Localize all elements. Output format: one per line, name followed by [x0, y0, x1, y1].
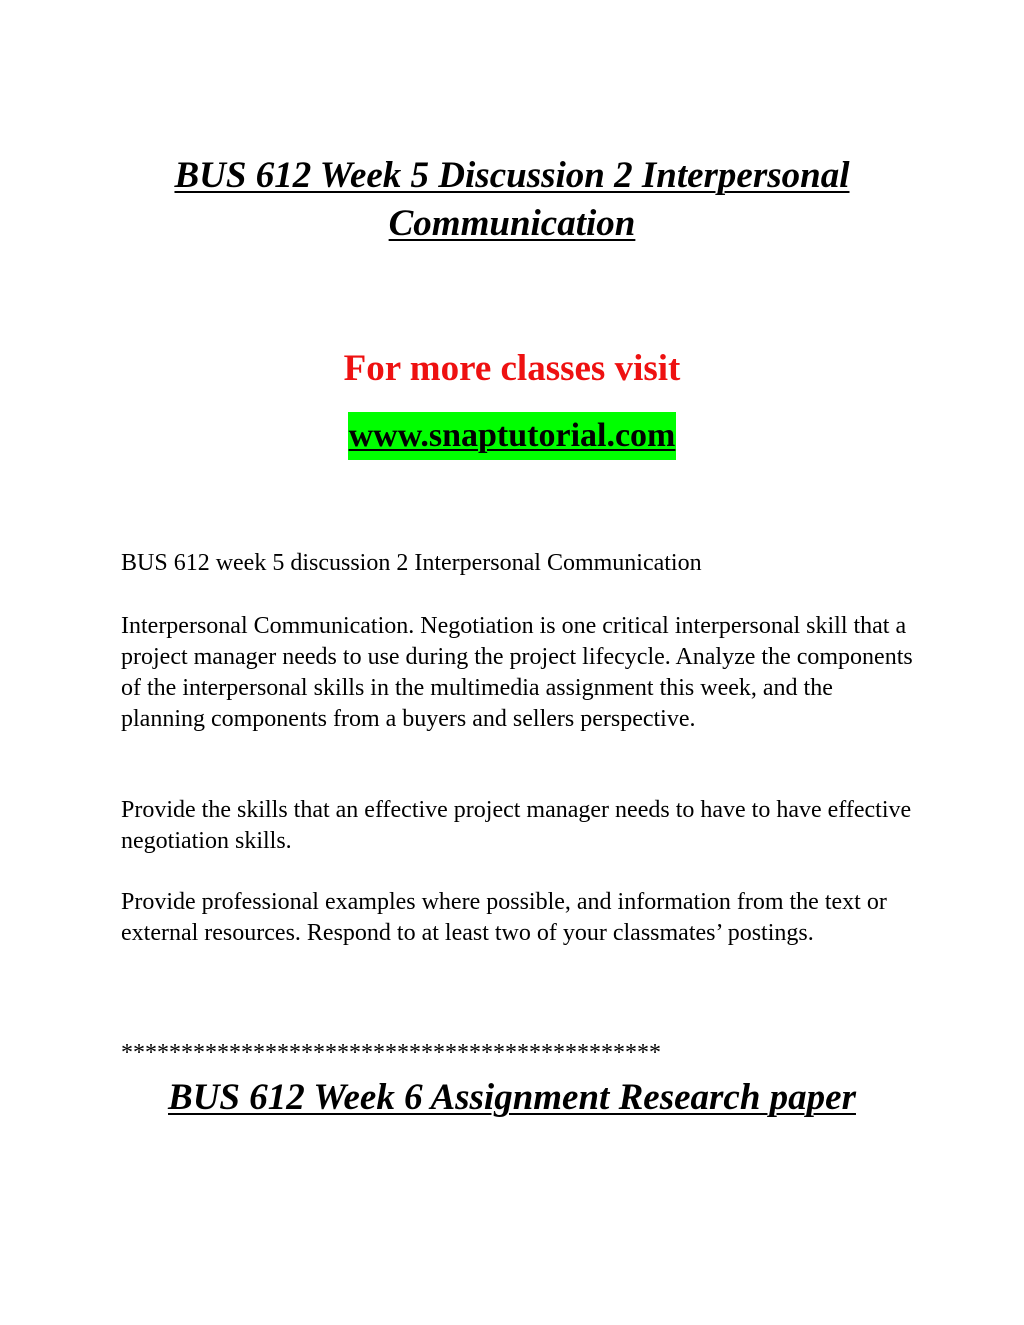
paragraph: Interpersonal Communication. Negotiation is one critical interpersonal skill that a project manager needs to use during the project lifecycle. Analyze the components of the interpersonal skills in the multimedia assignment this week, and the planning components from a buyers and sellers perspective. [121, 613, 913, 732]
document-title: BUS 612 Week 5 Discussion 2 Interpersonal Communication [174, 155, 850, 244]
next-document-title: BUS 612 Week 6 Assignment Research paper [168, 1077, 856, 1118]
separator-line: ********************************************* [121, 1040, 661, 1066]
promo-text: For more classes visit [343, 348, 681, 389]
paragraph: Provide the skills that an effective project manager needs to have to have effective negotiation skills. [121, 797, 912, 854]
promo-link[interactable]: www.snaptutorial.com [348, 412, 677, 460]
paragraph: Provide professional examples where possible, and information from the text or external resources. Respond to at least two of your classmates’ postings. [121, 889, 887, 946]
promo-link-container [0, 412, 1024, 460]
section-subtitle: BUS 612 week 5 discussion 2 Interpersonal Communication [121, 550, 702, 576]
